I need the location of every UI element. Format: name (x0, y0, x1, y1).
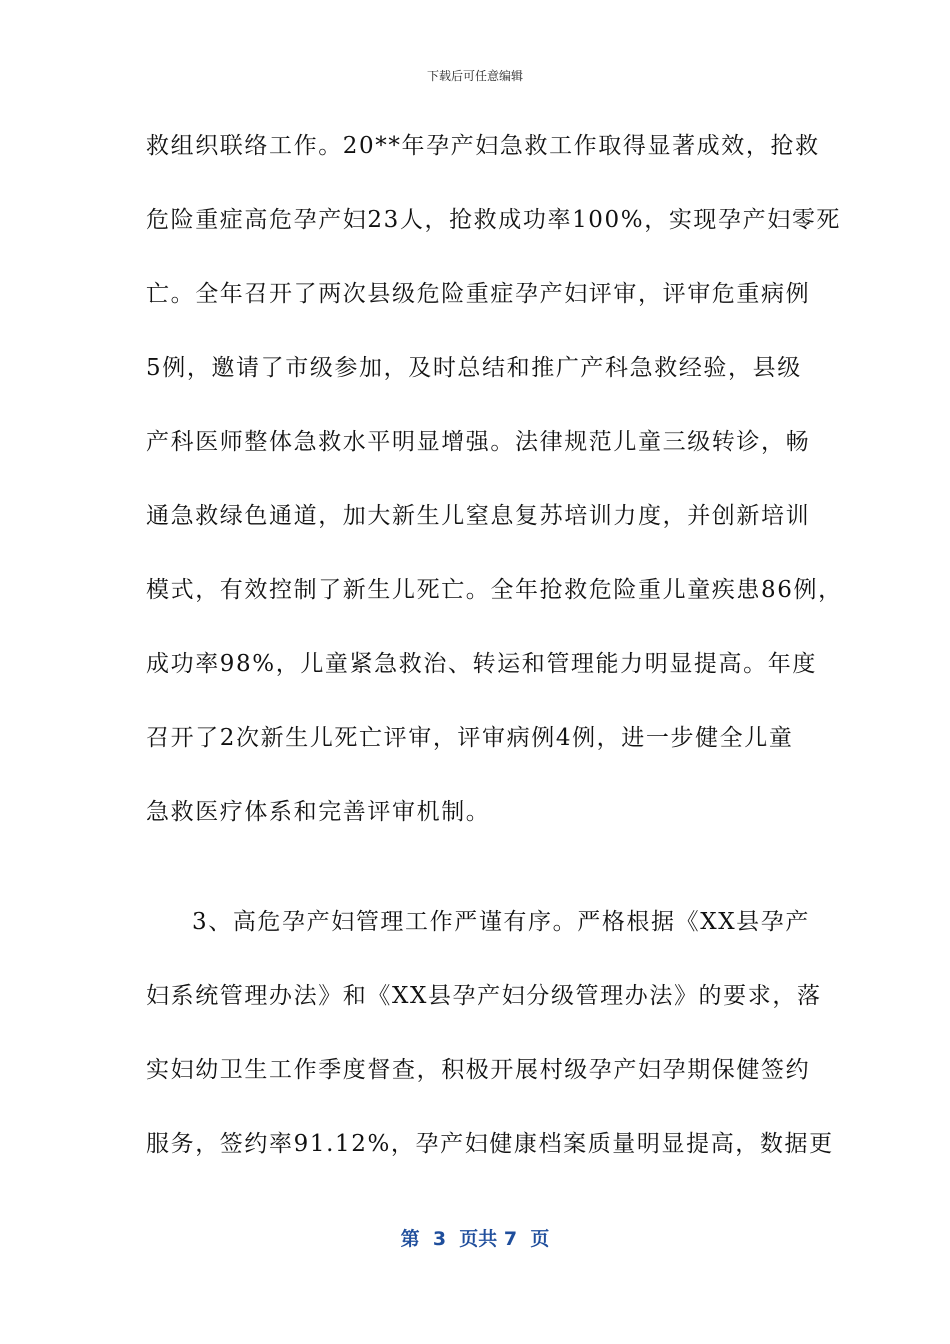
paragraph-line: 实妇幼卫生工作季度督查，积极开展村级孕产妇孕期保健签约 (146, 1057, 811, 1083)
paragraph-line: 成功率98%，儿童紧急救治、转运和管理能力明显提高。年度 (146, 651, 817, 677)
paragraph-line: 服务，签约率91.12%，孕产妇健康档案质量明显提高，数据更 (146, 1131, 834, 1157)
paragraph-line: 模式，有效控制了新生儿死亡。全年抢救危险重儿童疾患86例， (146, 577, 843, 603)
paragraph-line: 妇系统管理办法》和《XX县孕产妇分级管理办法》的要求，落 (146, 983, 822, 1009)
paragraph-line: 产科医师整体急救水平明显增强。法律规范儿童三级转诊，畅 (146, 429, 811, 455)
paragraph-line: 亡。全年召开了两次县级危险重症孕产妇评审，评审危重病例 (146, 281, 811, 307)
paragraph-line: 危险重症高危孕产妇23人，抢救成功率100%，实现孕产妇零死 (146, 207, 842, 233)
paragraph-line: 救组织联络工作。20**年孕产妇急救工作取得显著成效，抢救 (146, 133, 820, 159)
paragraph-line: 召开了2次新生儿死亡评审，评审病例4例，进一步健全儿童 (146, 725, 794, 751)
paragraph-line: 5例，邀请了市级参加，及时总结和推广产科急救经验，县级 (146, 355, 802, 381)
page-header: 下载后可任意编辑 (426, 69, 523, 83)
paragraph-line: 急救医疗体系和完善评审机制。 (146, 799, 491, 825)
paragraph-gap (146, 862, 826, 898)
paragraph-line: 通急救绿色通道，加大新生儿窒息复苏培训力度，并创新培训 (146, 503, 811, 529)
document-body (146, 122, 843, 1194)
paragraph-line-indented: 3、高危孕产妇管理工作严谨有序。严格根据《XX县孕产 (192, 909, 810, 935)
page-number-footer: 第 3 页共 7 页 (400, 1228, 550, 1250)
